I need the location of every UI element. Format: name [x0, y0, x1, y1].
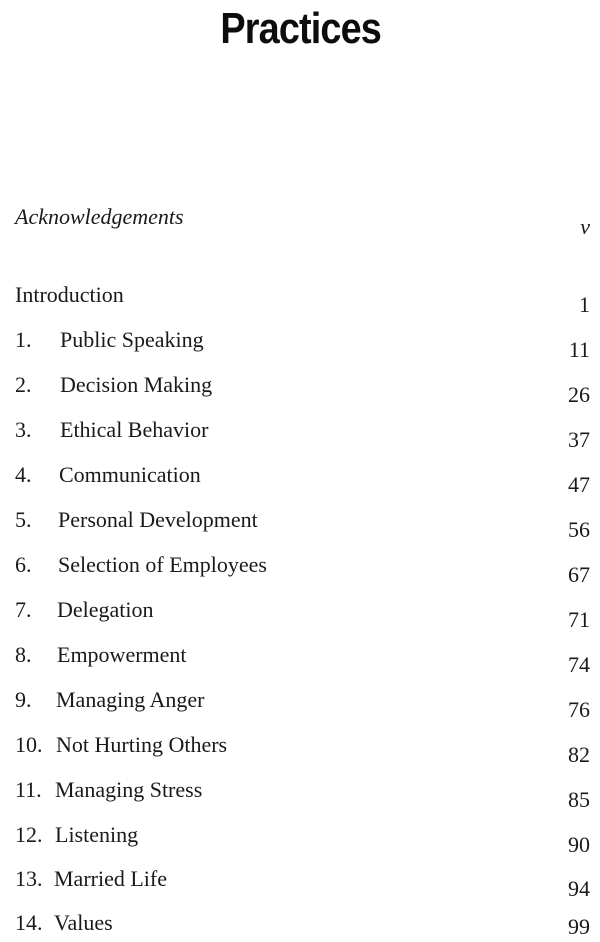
toc-chapter-row[interactable] [15, 325, 590, 362]
chapter-title: Communication [59, 462, 201, 487]
toc-chapter-row[interactable] [15, 730, 590, 767]
chapter-number: 8. [15, 642, 32, 667]
chapter-title: Personal Development [58, 507, 258, 532]
toc-entry-page: 1 [579, 292, 590, 317]
chapter-page: 56 [568, 517, 590, 542]
toc-entry-label: Acknowledgements [15, 204, 184, 229]
chapter-page: 67 [568, 562, 590, 587]
chapter-title: Listening [55, 822, 139, 847]
toc-chapter-row[interactable] [15, 820, 590, 857]
chapter-number: 13. [15, 866, 43, 891]
chapter-title: Selection of Employees [58, 552, 267, 577]
toc-chapter-row[interactable] [15, 415, 590, 452]
chapter-title: Delegation [57, 597, 154, 622]
chapter-number: 7. [15, 597, 32, 622]
chapter-page: 76 [568, 697, 590, 722]
chapter-page: 47 [568, 472, 590, 497]
toc-chapter-row[interactable] [15, 908, 590, 938]
toc-entry-acknowledgements[interactable] [15, 202, 590, 239]
toc-chapter-row[interactable] [15, 460, 590, 497]
toc-chapter-row[interactable] [15, 685, 590, 722]
chapter-page: 90 [568, 832, 590, 857]
toc-entry-introduction[interactable] [15, 280, 590, 317]
chapter-number: 12. [15, 822, 43, 847]
toc-chapter-row[interactable] [15, 370, 590, 407]
chapter-page: 71 [568, 607, 590, 632]
toc-chapter-row[interactable] [15, 775, 590, 812]
toc-chapter-row[interactable] [15, 505, 590, 542]
chapter-title: Decision Making [60, 372, 213, 397]
chapter-page: 82 [568, 742, 590, 767]
chapter-page: 94 [568, 876, 590, 901]
chapter-title: Married Life [54, 866, 167, 891]
chapter-page: 11 [568, 337, 590, 362]
page-title: Practices [220, 4, 381, 53]
chapter-number: 10. [15, 732, 43, 757]
chapter-number: 4. [15, 462, 32, 487]
chapter-page: 74 [568, 652, 590, 677]
toc-entry-page: v [580, 214, 590, 239]
toc-chapter-row[interactable] [15, 864, 590, 901]
chapter-title: Empowerment [57, 642, 187, 667]
chapter-number: 9. [15, 687, 32, 712]
chapter-page: 85 [568, 787, 590, 812]
chapter-number: 3. [15, 417, 32, 442]
chapter-number: 5. [15, 507, 32, 532]
chapter-page: 37 [568, 427, 590, 452]
chapter-number: 2. [15, 372, 32, 397]
chapter-title: Managing Stress [55, 777, 203, 802]
toc-chapter-row[interactable] [15, 595, 590, 632]
chapter-title: Not Hurting Others [56, 732, 228, 757]
chapter-page: 26 [568, 382, 590, 407]
toc-chapter-row[interactable] [15, 550, 590, 587]
chapter-title: Managing Anger [56, 687, 205, 712]
chapter-title: Public Speaking [60, 327, 204, 352]
chapter-number: 1. [15, 327, 32, 352]
chapter-number: 11. [15, 777, 42, 802]
toc-entry-label: Introduction [15, 282, 124, 307]
chapter-number: 6. [15, 552, 32, 577]
chapter-title: Values [54, 910, 113, 935]
chapter-title: Ethical Behavior [60, 417, 209, 442]
toc-chapter-row[interactable] [15, 640, 590, 677]
chapter-page: 99 [568, 914, 590, 939]
chapter-number: 14. [15, 910, 43, 935]
